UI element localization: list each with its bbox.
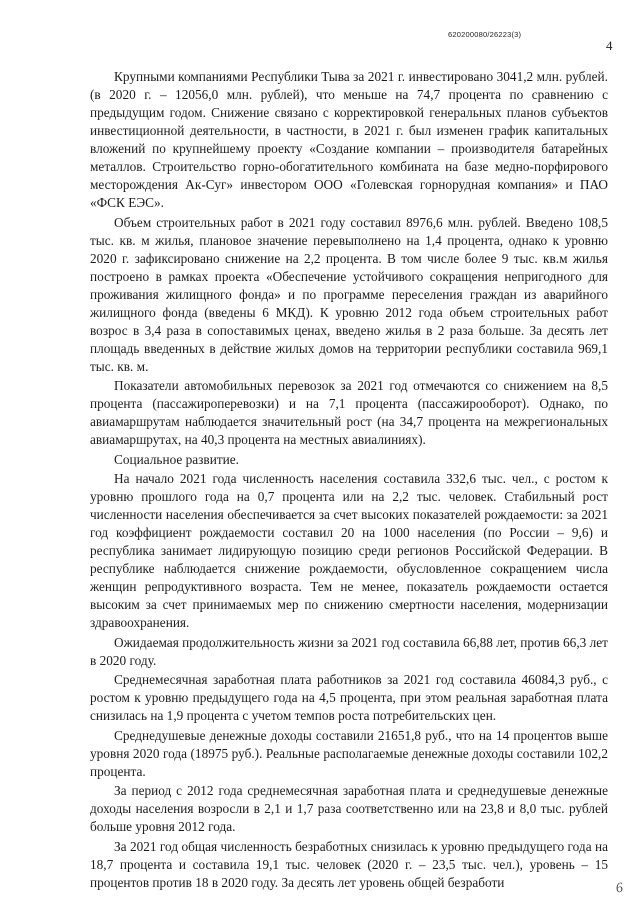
document-id: 620200080/26223(3) (448, 30, 522, 39)
paragraph-transport: Показатели автомобильных перевозок за 2021 год отмечаются со снижением на 8,5 процента (пассажироперевозки) и на 7,1 процента (пассажирооборот). Однако, по авиамаршрутам наблюдается значительный рост (на 34,7 процента на межрегиональных авиамаршрутах, на 40,3 процента на местных авиалиниях). (90, 378, 608, 447)
document-body (90, 68, 608, 893)
page-number: 4 (606, 38, 613, 53)
paragraph-wages: Среднемесячная заработная плата работников за 2021 год составила 46084,3 руб., с ростом к уровню предыдущего года на 4,5 процента, при этом реальная заработная плата снизилась на 1,9 процента с учетом темпов роста потребительских цен. (90, 672, 608, 723)
paragraph-life-expectancy: Ожидаемая продолжительность жизни за 2021 год составила 66,88 лет, против 66,3 лет в 2020 году. (90, 634, 608, 668)
paragraph-unemployment: За 2021 год общая численность безработных снизилась к уровню предыдущего года на 18,7 процента и составила 19,1 тыс. человек (2020 г. – 23,5 тыс. чел.), уровень – 15 процентов против 18 в 2020 году. За десять лет уровень общей безработи (90, 838, 608, 890)
paragraph-investments: Крупными компаниями Республики Тыва за 2021 г. инвестировано 3041,2 млн. рублей. (в 2020 г. – 12056,0 млн. рублей), что меньше на 74,7 процента по сравнению с предыдущим годом. Снижение связано с корректировкой генеральных планов субъектов инвестиционной деятельности, в частности, в 2021 г. был изменен график капитальных вложений по крупнейшему проекту «Создание компании – производителя батарейных металлов. Строительство горно-обогатительного комбината на базе медно-порфирового месторождения Ак-Суг» инвестором ООО «Голевская горнорудная компания» и ПАО «ФСК ЕЭС». (90, 69, 608, 210)
paragraph-construction: Объем строительных работ в 2021 году составил 8976,6 млн. рублей. Введено 108,5 тыс. кв. м жилья, плановое значение перевыполнено на 1,4 процента, однако к уровню 2020 г. зафиксировано снижение на 2,2 процента. В том числе более 9 тыс. кв.м жилья построено в рамках проекта «Обеспечение устойчивого сокращения непригодного для проживания жилищного фонда» и по программе переселения граждан из аварийного жилищного фонда (введены 6 МКД). К уровню 2012 года объем строительных работ возрос в 3,4 раза в сопоставимых ценах, введено жилья в 2 раза больше. За десять лет площадь введенных в действие жилых домов на территории республики составила 969,1 тыс. кв. м. (90, 214, 608, 374)
section-heading-social: Социальное развитие. (114, 451, 239, 467)
handwritten-page-mark: 6 (614, 880, 624, 897)
paragraph-incomes: Среднедушевые денежные доходы составили 21651,8 руб., что на 14 процентов выше уровня 2020 года (18975 руб.). Реальные располагаемые денежные доходы составили 102,2 процента. (90, 727, 608, 779)
paragraph-income-growth: За период с 2012 года среднемесячная заработная плата и среднедушевые денежные доходы населения возросли в 2,1 и 1,7 раза соответственно или на 23,8 и 8,0 тыс. рублей больше уровня 2012 года. (90, 783, 608, 834)
paragraph-population: На начало 2021 года численность населения составила 332,6 тыс. чел., с ростом к уровню прошлого года на 0,7 процента или на 2,2 тыс. человек. Стабильный рост численности населения обеспечивается за счет высоких показателей рождаемости: за 2021 год коэффициент рождаемости составил 20 на 1000 населения (по России – 9,6) и республика занимает лидирующую позицию среди регионов Российской Федерации. В республике наблюдается снижение рождаемости, обусловленное сокращением числа женщин репродуктивного возраста. Тем не менее, показатель рождаемости остается высоким за счет принимаемых мер по снижению смертности населения, модернизации здравоохранения. (90, 471, 608, 630)
